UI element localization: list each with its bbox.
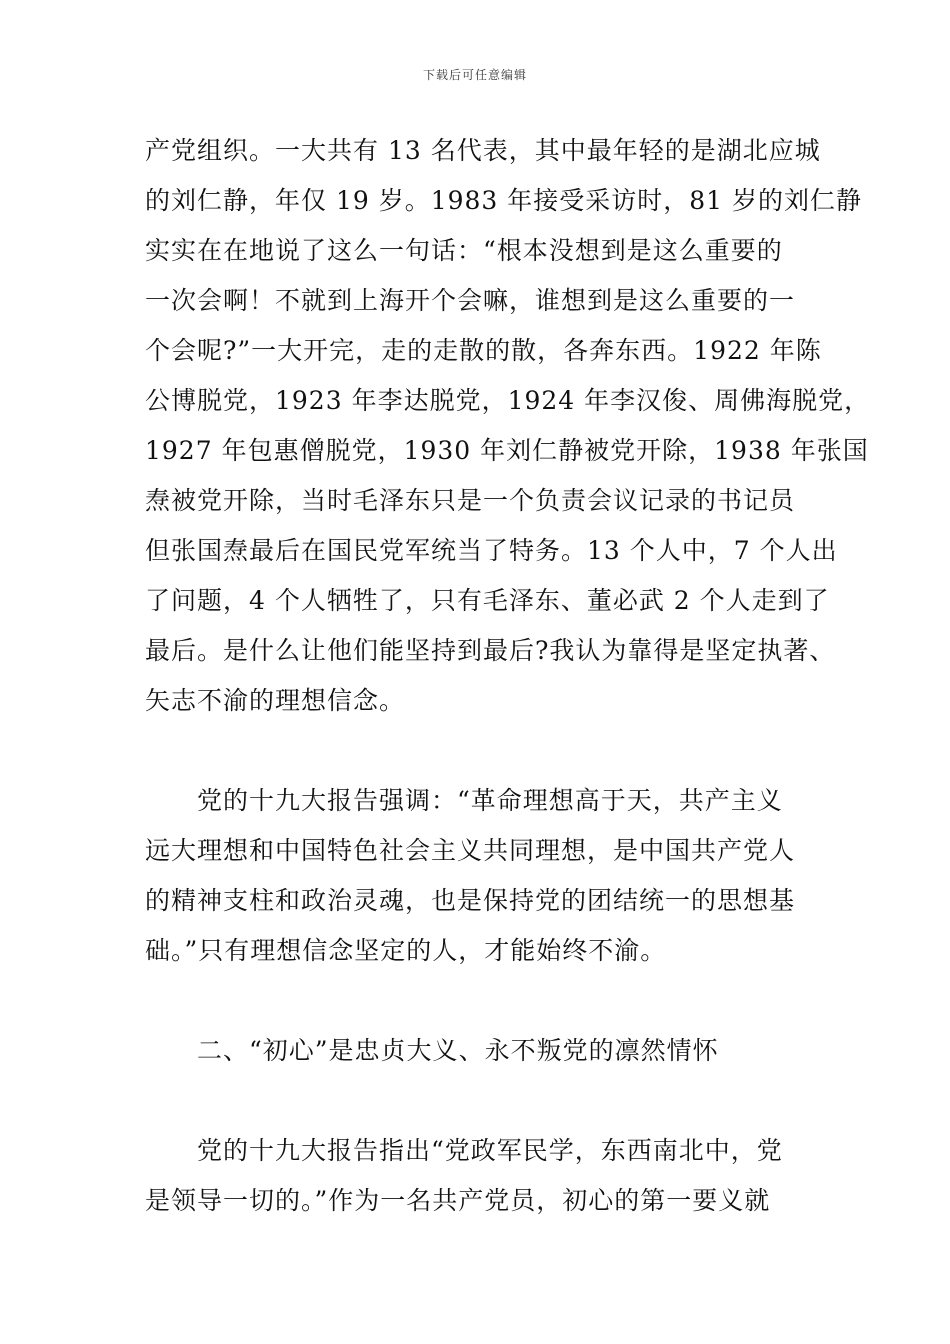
text-line: 最后。是什么让他们能坚持到最后?我认为靠得是坚定执著、 [145,636,836,665]
text-line: 的精神支柱和政治灵魂，也是保持党的团结统一的思想基 [145,886,796,915]
text-line: 焘被党开除，当时毛泽东只是一个负责会议记录的书记员 [145,486,796,515]
paragraph-gap [145,976,825,1026]
text-line: 了问题，4 个人牺牲了，只有毛泽东、董必武 2 个人走到了 [145,586,830,615]
text-line: 远大理想和中国特色社会主义共同理想，是中国共产党人 [145,836,796,865]
text-line: 1927 年包惠僧脱党，1930 年刘仁静被党开除，1938 年张国 [145,436,869,465]
text-line: 础。”只有理想信念坚定的人，才能始终不渝。 [145,936,667,965]
text-line: 产党组织。一大共有 13 名代表，其中最年轻的是湖北应城 [145,136,821,165]
text-line: 一次会啊！不就到上海开个会嘛，谁想到是这么重要的一 [145,286,796,315]
text-line: 是领导一切的。”作为一名共产党员，初心的第一要义就 [145,1186,771,1215]
text-line: 党的十九大报告强调：“革命理想高于天，共产主义 [145,786,783,815]
text-line: 但张国焘最后在国民党军统当了特务。13 个人中，7 个人出 [145,536,838,565]
text-line: 的刘仁静，年仅 19 岁。1983 年接受采访时，81 岁的刘仁静 [145,186,863,215]
text-line: 矢志不渝的理想信念。 [145,686,406,715]
paragraph-gap [145,726,825,776]
text-line: 公博脱党，1923 年李达脱党，1924 年李汉俊、周佛海脱党， [145,386,871,415]
text-line: 实实在在地说了这么一句话：“根本没想到是这么重要的 [145,236,783,265]
paragraph-gap [145,1076,825,1126]
text-line: 党的十九大报告指出“党政军民学，东西南北中，党 [145,1136,783,1165]
section-heading: 二、“初心”是忠贞大义、永不叛党的凛然情怀 [145,1036,719,1065]
text-line: 个会呢?”一大开完，走的走散的散，各奔东西。1922 年陈 [145,336,822,365]
body-text [145,126,871,1226]
page-header: 下载后可任意编辑 [422,68,527,82]
